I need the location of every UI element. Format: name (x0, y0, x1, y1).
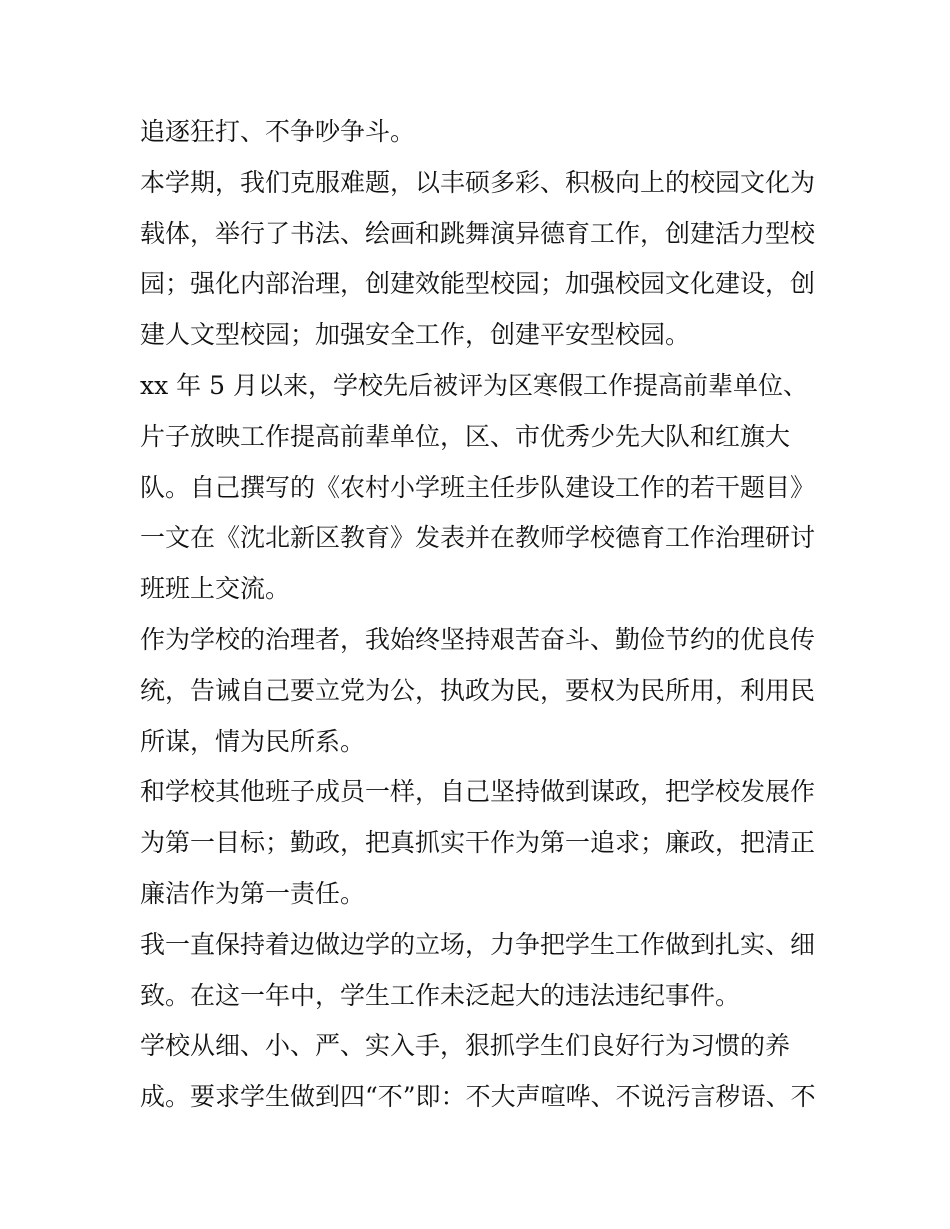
text-line: 统，告诫自己要立党为公，执政为民，要权为民所用，利用民 (140, 675, 816, 705)
text-line: 片子放映工作提高前辈单位，区、市优秀少先大队和红旗大 (140, 421, 791, 451)
text-line: 一文在《沈北新区教育》发表并在教师学校德育工作治理研讨 (140, 523, 816, 553)
text-line: xx 年 5 月以来，学校先后被评为区寒假工作提高前辈单位、 (140, 370, 808, 400)
text-line: 致。在这一年中，学生工作未泛起大的违法违纪事件。 (140, 980, 741, 1010)
text-line: 队。自己撰写的《农村小学班主任步队建设工作的若干题目》 (140, 472, 816, 502)
text-line: 本学期，我们克服难题，以丰硕多彩、积极向上的校园文化为 (140, 167, 816, 197)
text-line: 学校从细、小、严、实入手，狠抓学生们良好行为习惯的养 (140, 1031, 791, 1061)
text-line: 园；强化内部治理，创建效能型校园；加强校园文化建设，创 (140, 269, 816, 299)
text-line: 所谋，情为民所系。 (140, 726, 366, 756)
text-line: 为第一目标；勤政，把真抓实干作为第一追求；廉政，把清正 (140, 828, 816, 858)
document-body (140, 107, 820, 1123)
text-line: 建人文型校园；加强安全工作，创建平安型校园。 (140, 320, 691, 350)
text-line: 我一直保持着边做边学的立场，力争把学生工作做到扎实、细 (140, 929, 816, 959)
text-line: 追逐狂打、不争吵争斗。 (140, 117, 416, 146)
text-line: 和学校其他班子成员一样，自己坚持做到谋政，把学校发展作 (140, 777, 816, 807)
text-line: 班班上交流。 (140, 574, 291, 604)
text-line: 廉洁作为第一责任。 (140, 878, 366, 908)
text-line: 作为学校的治理者，我始终坚持艰苦奋斗、勤俭节约的优良传 (140, 624, 816, 654)
text-line: 载体，举行了书法、绘画和跳舞演异德育工作，创建活力型校 (140, 218, 816, 248)
text-line: 成。要求学生做到四“不”即：不大声喧哗、不说污言秽语、不 (140, 1082, 816, 1112)
